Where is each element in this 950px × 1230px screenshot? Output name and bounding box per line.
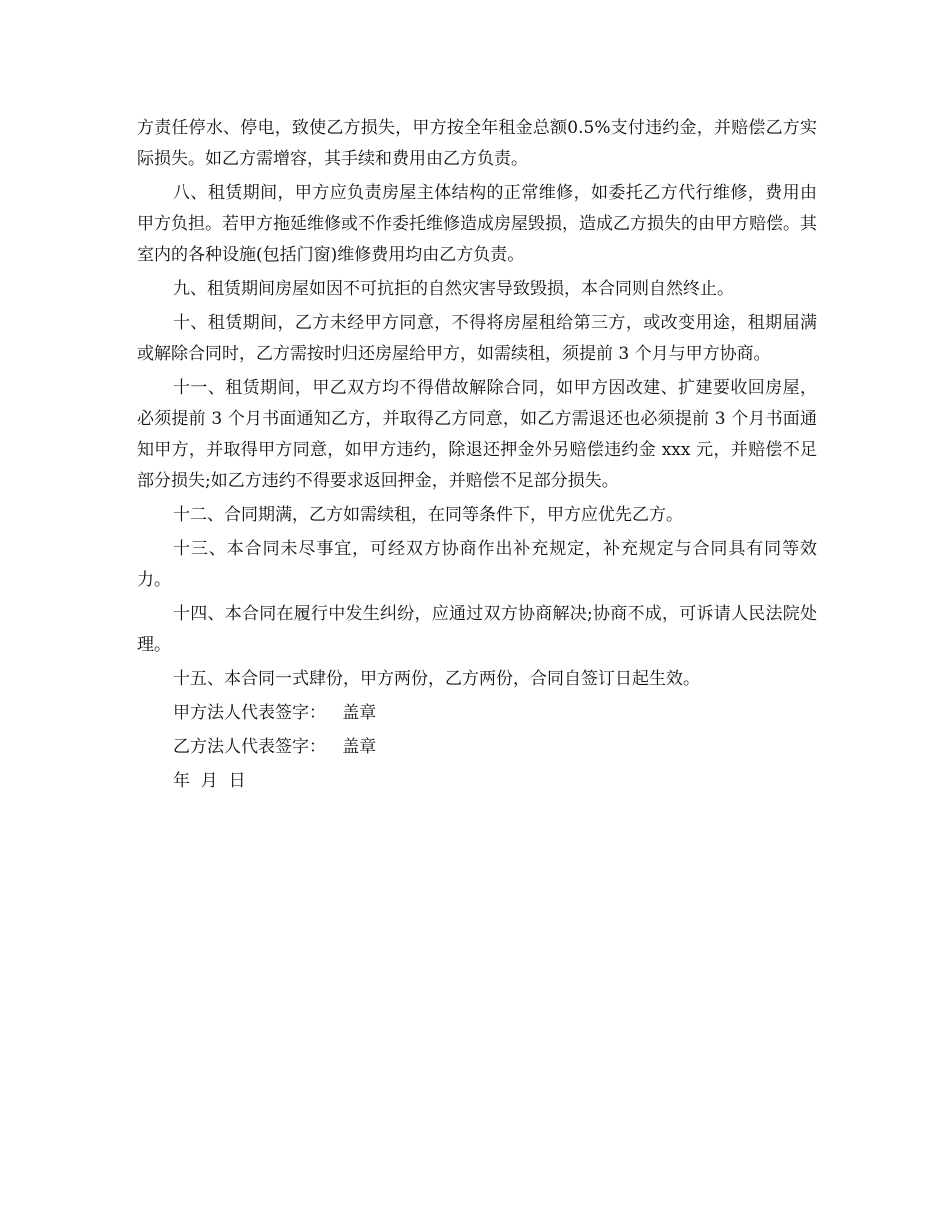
clause-15: 十五、本合同一式肆份，甲方两份，乙方两份，合同自签订日起生效。 xyxy=(173,669,700,689)
clause-12: 十二、合同期满，乙方如需续租，在同等条件下，甲方应优先乙方。 xyxy=(173,505,683,525)
clause-9: 九、租赁期间房屋如因不可抗拒的自然灾害导致毁损，本合同则自然终止。 xyxy=(173,279,734,299)
date-line: 年 月 日 xyxy=(173,771,246,791)
party-b-signature-line: 乙方法人代表签字： 盖章 xyxy=(173,737,377,757)
clause-11: 十一、租赁期间，甲乙双方均不得借故解除合同，如甲方因改建、扩建要收回房屋，必须提前 3 个月书面通知乙方，并取得乙方同意，如乙方需退还也必须提前 3 个月书面通知甲方，并取得甲方同意，如甲方违约，除退还押金外另赔偿违约金 xxx 元，并赔偿不足部分损失;如乙方违约不得要求返回押金，并赔偿不足部分损失。 xyxy=(137,378,817,491)
party-a-signature-line: 甲方法人代表签字： 盖章 xyxy=(173,703,377,723)
clause-14: 十四、本合同在履行中发生纠纷，应通过双方协商解决;协商不成，可诉请人民法院处理。 xyxy=(137,604,817,655)
clause-10: 十、租赁期间，乙方未经甲方同意，不得将房屋租给第三方，或改变用途，租期届满或解除合同时，乙方需按时归还房屋给甲方，如需续租，须提前 3 个月与甲方协商。 xyxy=(137,313,817,364)
clause-13: 十三、本合同未尽事宜，可经双方协商作出补充规定，补充规定与合同具有同等效力。 xyxy=(137,539,817,590)
contract-body xyxy=(137,113,817,800)
clause-8: 八、租赁期间，甲方应负责房屋主体结构的正常维修，如委托乙方代行维修，费用由甲方负担。若甲方拖延维修或不作委托维修造成房屋毁损，造成乙方损失的由甲方赔偿。其室内的各种设施(包括门窗)维修费用均由乙方负责。 xyxy=(137,183,817,265)
paragraph-continuation: 方责任停水、停电，致使乙方损失，甲方按全年租金总额0.5%支付违约金，并赔偿乙方实际损失。如乙方需增容，其手续和费用由乙方负责。 xyxy=(137,118,817,169)
